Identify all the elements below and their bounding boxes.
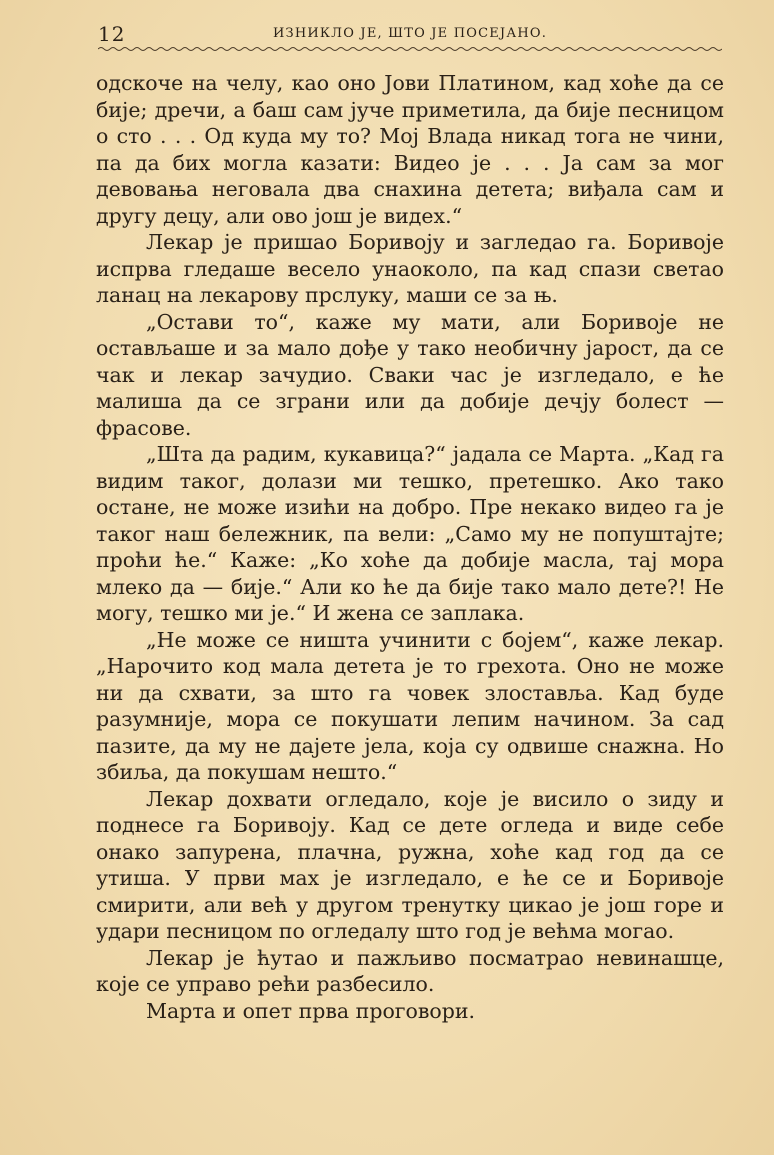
paragraph: „Остави то“, каже му мати, али Боривоје не остављаше и за мало дође у тако необичну јарост, да се чак и лекар зачудио. Сваки час је изгледало, е ће малиша да се зграни или да добије дечју болест — фрасове.: [96, 309, 724, 440]
running-title: ИЗНИКЛО ЈЕ, ШТО ЈЕ ПОСЕЈАНО.: [273, 26, 548, 41]
paragraph: Марта и опет прва проговори.: [146, 998, 476, 1023]
paragraph: „Не може се ништа учинити с бојем“, каже лекар. „Нарочито код мала детета је то грехота. Оно не може ни да схвати, за што га човек злоставља. Кад буде разумније, мора се покушати лепим начином. За сад пазите, да му не дајете јела, која су одвише снажна. Но збиља, да покушам нешто.“: [96, 627, 724, 784]
page-header: [98, 22, 724, 44]
body-text: [96, 70, 724, 1024]
paragraph: Лекар дохвати огледало, које је висило о зиду и поднесе га Боривоју. Кад се дете огледа и виде себе онако запурена, плачна, ружна, хоће кад год да се утиша. У први мах је изгледало, е ће се и Боривоје смирити, али већ у другом тренутку цикао је још горе и удари песницом по огледалу што год је већма могао.: [96, 786, 724, 943]
paragraph: „Шта да радим, кукавица?“ јадала се Марта. „Кад га видим таког, долази ми тешко, претешко. Ако тако остане, не може изићи на добро. Пре некако видео га је таког наш бележник, па вели: „Само му не попуштајте; проћи ће.“ Каже: „Ко хоће да добије масла, тај мора млеко да — бије.“ Али ко ће да бије тако мало дете?! Не могу, тешко ми је.“ И жена се заплака.: [96, 442, 724, 625]
paragraph: одскоче на челу, као оно Јови Платином, кад хоће да се бије; дречи, а баш сам јуче приметила, да бије песницом о сто . . . Од куда му то? Мој Влада никад тога не чини, па да бих могла казати: Видео је . . . Ја сам за мог девовања неговала два снахина детета; виђала сам и другу децу, али ово још је видех.“: [96, 71, 724, 228]
wavy-rule-divider: [98, 45, 722, 53]
paragraph: Лекар је ћутао и пажљиво посматрао невинашце, које се управо рећи разбесило.: [96, 945, 724, 996]
page-number: 12: [98, 22, 126, 46]
paragraph: Лекар је пришао Боривоју и загледао га. Боривоје испрва гледаше весело унаоколо, па кад спази светао ланац на лекарову прслуку, маши се за њ.: [96, 230, 724, 307]
